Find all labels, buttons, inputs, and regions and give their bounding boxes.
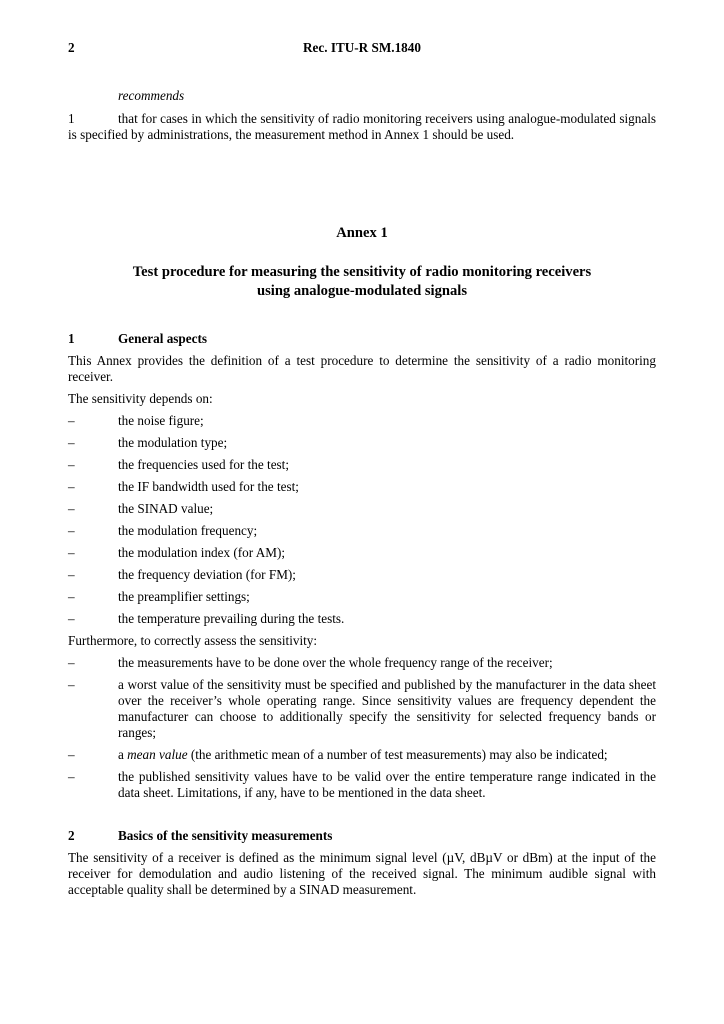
dash-marker: – bbox=[68, 655, 75, 670]
dash-marker: – bbox=[68, 501, 75, 516]
dash-marker: – bbox=[68, 567, 75, 582]
list-item: – the noise figure; bbox=[68, 413, 204, 428]
list-item: – the frequency deviation (for FM); bbox=[68, 567, 296, 582]
dash-marker: – bbox=[68, 545, 75, 560]
dash-marker: – bbox=[68, 457, 75, 472]
recommends-item-number: 1 bbox=[68, 111, 75, 126]
section-2-number: 2 bbox=[68, 828, 75, 843]
furthermore-label: Furthermore, to correctly assess the sensitivity: bbox=[68, 633, 318, 648]
recommends-label: recommends bbox=[118, 88, 185, 103]
dash-marker: – bbox=[68, 677, 75, 692]
list-item: – the SINAD value; bbox=[68, 501, 214, 516]
dash-marker: – bbox=[68, 769, 75, 784]
document-page bbox=[68, 40, 656, 898]
section-1-title: General aspects bbox=[118, 331, 207, 346]
list-item: – the temperature prevailing during the tests. bbox=[68, 611, 345, 626]
page-number: 2 bbox=[68, 40, 75, 55]
dash-marker: – bbox=[68, 413, 75, 428]
dash-marker: – bbox=[68, 523, 75, 538]
list-item: – the preamplifier settings; bbox=[68, 589, 250, 604]
dash-marker: – bbox=[68, 611, 75, 626]
list-item: – a mean value (the arithmetic mean of a number of test measurements) may also be indicated; bbox=[68, 747, 608, 762]
list-item: – the published sensitivity values have to be valid over the entire temperature range indicated in the data sheet. Limitations, if any, have to be mentioned in the data sheet. bbox=[68, 769, 656, 800]
list-item: – the measurements have to be done over the whole frequency range of the receiver; bbox=[68, 655, 553, 670]
assess-list bbox=[68, 655, 656, 801]
section-2-heading bbox=[68, 828, 656, 844]
section-2-text: The sensitivity of a receiver is defined as the minimum signal level (µV, dBµV or dBm) at the input of the receiver for demodulation and audio listening of the received signal. The minimum audible signal with acceptable quality shall be determined by a SINAD measurement. bbox=[68, 850, 656, 897]
list-item: – the modulation frequency; bbox=[68, 523, 258, 538]
list-item: – the IF bandwidth used for the test; bbox=[68, 479, 299, 494]
annex-title-line-2: using analogue-modulated signals bbox=[256, 283, 468, 299]
section-1-number: 1 bbox=[68, 331, 75, 346]
list-item: – the modulation type; bbox=[68, 435, 228, 450]
depends-label: The sensitivity depends on: bbox=[68, 391, 213, 406]
annex-title-line-1: Test procedure for measuring the sensitivity of radio monitoring receivers bbox=[132, 264, 592, 280]
recommends-item-1 bbox=[68, 111, 656, 143]
annex-title bbox=[68, 263, 656, 301]
list-item: – a worst value of the sensitivity must be specified and published by the manufacturer in the data sheet over the receiver’s whole operating range. Since sensitivity values are frequency dependent the manufacturer can choose to additionally specify the sensitivity for selected frequency bands or ranges; bbox=[68, 677, 656, 740]
mean-value-term: mean value bbox=[127, 747, 188, 762]
depends-list bbox=[68, 413, 656, 627]
annex-heading: Annex 1 bbox=[336, 225, 388, 241]
running-title: Rec. ITU-R SM.1840 bbox=[303, 40, 421, 55]
dash-marker: – bbox=[68, 479, 75, 494]
list-item: – the frequencies used for the test; bbox=[68, 457, 290, 472]
page-header bbox=[68, 40, 656, 60]
section-1-heading bbox=[68, 331, 656, 347]
dash-marker: – bbox=[68, 435, 75, 450]
section-1-intro: This Annex provides the definition of a test procedure to determine the sensitivity of a radio monitoring receiver. bbox=[68, 353, 656, 384]
recommends-item-text: that for cases in which the sensitivity of radio monitoring receivers using analogue-modulated signals is specified by administrations, the measurement method in Annex 1 should be used. bbox=[68, 111, 656, 142]
section-2-title: Basics of the sensitivity measurements bbox=[118, 828, 333, 843]
dash-marker: – bbox=[68, 589, 75, 604]
list-item: – the modulation index (for AM); bbox=[68, 545, 286, 560]
dash-marker: – bbox=[68, 747, 75, 762]
